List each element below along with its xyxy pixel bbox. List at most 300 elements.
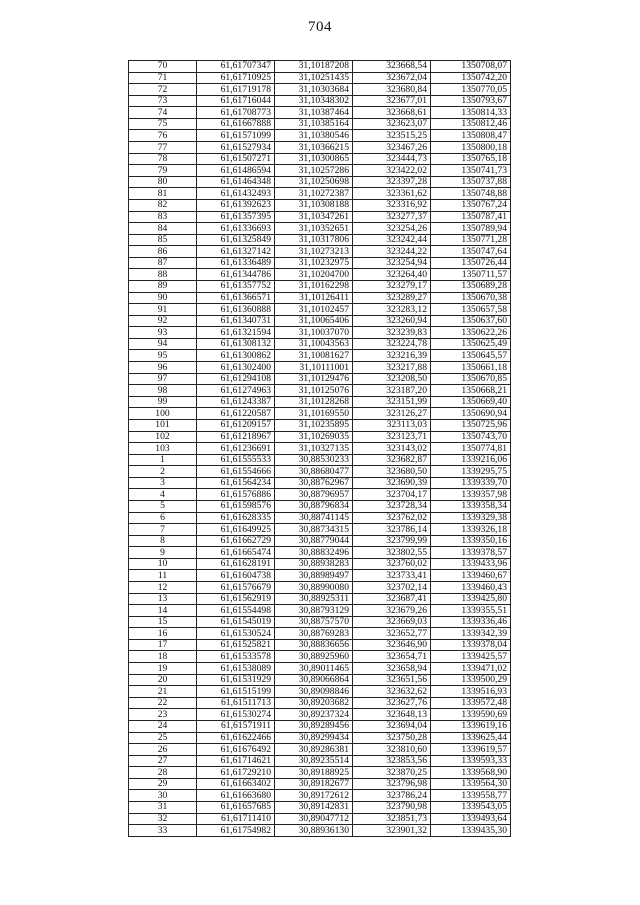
latitude-cell: 61,61649925 [197, 524, 275, 536]
table-row [129, 558, 511, 570]
x-coordinate-cell: 323316,92 [353, 199, 431, 211]
latitude-cell: 61,61530524 [197, 628, 275, 640]
x-coordinate-cell: 323126,27 [353, 408, 431, 420]
y-coordinate-cell: 1339619,57 [431, 744, 511, 756]
y-coordinate-cell: 1350800,18 [431, 142, 511, 154]
latitude-cell: 61,61392623 [197, 199, 275, 211]
longitude-cell: 31,10308188 [275, 199, 353, 211]
latitude-cell: 61,61308132 [197, 338, 275, 350]
y-coordinate-cell: 1339558,77 [431, 790, 511, 802]
longitude-cell: 30,89047712 [275, 813, 353, 825]
x-coordinate-cell: 323680,50 [353, 466, 431, 478]
longitude-cell: 30,89203682 [275, 697, 353, 709]
x-coordinate-cell: 323687,41 [353, 593, 431, 605]
latitude-cell: 61,61628335 [197, 512, 275, 524]
y-coordinate-cell: 1350670,38 [431, 292, 511, 304]
latitude-cell: 61,61294108 [197, 373, 275, 385]
x-coordinate-cell: 323762,02 [353, 512, 431, 524]
table-row [129, 732, 511, 744]
y-coordinate-cell: 1350787,41 [431, 211, 511, 223]
longitude-cell: 31,10129476 [275, 373, 353, 385]
y-coordinate-cell: 1350670,85 [431, 373, 511, 385]
x-coordinate-cell: 323668,54 [353, 61, 431, 73]
point-number-cell: 86 [129, 246, 197, 258]
x-coordinate-cell: 323728,34 [353, 500, 431, 512]
y-coordinate-cell: 1339568,90 [431, 767, 511, 779]
longitude-cell: 30,88530233 [275, 454, 353, 466]
table-row [129, 153, 511, 165]
table-row [129, 547, 511, 559]
longitude-cell: 31,10348302 [275, 95, 353, 107]
latitude-cell: 61,61711410 [197, 813, 275, 825]
table-row [129, 570, 511, 582]
longitude-cell: 31,10269035 [275, 431, 353, 443]
point-number-cell: 4 [129, 489, 197, 501]
longitude-cell: 30,88925960 [275, 651, 353, 663]
latitude-cell: 61,61243387 [197, 396, 275, 408]
point-number-cell: 23 [129, 709, 197, 721]
x-coordinate-cell: 323444,73 [353, 153, 431, 165]
x-coordinate-cell: 323277,37 [353, 211, 431, 223]
x-coordinate-cell: 323623,07 [353, 118, 431, 130]
point-number-cell: 77 [129, 142, 197, 154]
longitude-cell: 31,10169550 [275, 408, 353, 420]
latitude-cell: 61,61604738 [197, 570, 275, 582]
x-coordinate-cell: 323796,98 [353, 778, 431, 790]
latitude-cell: 61,61576886 [197, 489, 275, 501]
table-row [129, 280, 511, 292]
point-number-cell: 27 [129, 755, 197, 767]
table-row [129, 709, 511, 721]
point-number-cell: 19 [129, 663, 197, 675]
latitude-cell: 61,61432493 [197, 188, 275, 200]
latitude-cell: 61,61545019 [197, 616, 275, 628]
y-coordinate-cell: 1350645,57 [431, 350, 511, 362]
table-row [129, 142, 511, 154]
y-coordinate-cell: 1339493,64 [431, 813, 511, 825]
table-row [129, 362, 511, 374]
latitude-cell: 61,61236691 [197, 443, 275, 455]
y-coordinate-cell: 1339358,34 [431, 500, 511, 512]
page-number: 704 [308, 19, 332, 35]
point-number-cell: 14 [129, 605, 197, 617]
longitude-cell: 31,10111001 [275, 362, 353, 374]
latitude-cell: 61,61576679 [197, 582, 275, 594]
x-coordinate-cell: 323254,94 [353, 257, 431, 269]
x-coordinate-cell: 323672,04 [353, 72, 431, 84]
longitude-cell: 31,10347261 [275, 211, 353, 223]
y-coordinate-cell: 1350743,70 [431, 431, 511, 443]
latitude-cell: 61,61527934 [197, 142, 275, 154]
x-coordinate-cell: 323802,55 [353, 547, 431, 559]
longitude-cell: 31,10385164 [275, 118, 353, 130]
x-coordinate-cell: 323467,26 [353, 142, 431, 154]
table-row [129, 755, 511, 767]
x-coordinate-cell: 323515,25 [353, 130, 431, 142]
x-coordinate-cell: 323679,26 [353, 605, 431, 617]
table-row [129, 292, 511, 304]
x-coordinate-cell: 323279,17 [353, 280, 431, 292]
longitude-cell: 31,10187208 [275, 61, 353, 73]
table-row [129, 350, 511, 362]
table-row [129, 616, 511, 628]
coordinates-table [128, 60, 511, 837]
table-row [129, 697, 511, 709]
table-row [129, 674, 511, 686]
x-coordinate-cell: 323242,44 [353, 234, 431, 246]
point-number-cell: 70 [129, 61, 197, 73]
table-row [129, 199, 511, 211]
y-coordinate-cell: 1339471,02 [431, 663, 511, 675]
table-row [129, 385, 511, 397]
point-number-cell: 1 [129, 454, 197, 466]
longitude-cell: 30,89286381 [275, 744, 353, 756]
latitude-cell: 61,61707347 [197, 61, 275, 73]
table-row [129, 825, 511, 837]
longitude-cell: 31,10251435 [275, 72, 353, 84]
x-coordinate-cell: 323760,02 [353, 558, 431, 570]
table-row [129, 223, 511, 235]
point-number-cell: 13 [129, 593, 197, 605]
point-number-cell: 76 [129, 130, 197, 142]
point-number-cell: 5 [129, 500, 197, 512]
x-coordinate-cell: 323224,78 [353, 338, 431, 350]
table-row [129, 315, 511, 327]
latitude-cell: 61,61554666 [197, 466, 275, 478]
y-coordinate-cell: 1339425,57 [431, 651, 511, 663]
x-coordinate-cell: 323151,99 [353, 396, 431, 408]
latitude-cell: 61,61344786 [197, 269, 275, 281]
y-coordinate-cell: 1339326,18 [431, 524, 511, 536]
latitude-cell: 61,61525821 [197, 639, 275, 651]
latitude-cell: 61,61366571 [197, 292, 275, 304]
x-coordinate-cell: 323790,98 [353, 802, 431, 814]
latitude-cell: 61,61357395 [197, 211, 275, 223]
point-number-cell: 28 [129, 767, 197, 779]
y-coordinate-cell: 1350742,20 [431, 72, 511, 84]
latitude-cell: 61,61667888 [197, 118, 275, 130]
y-coordinate-cell: 1339590,69 [431, 709, 511, 721]
y-coordinate-cell: 1339435,30 [431, 825, 511, 837]
longitude-cell: 30,89237324 [275, 709, 353, 721]
x-coordinate-cell: 323627,76 [353, 697, 431, 709]
longitude-cell: 30,89188925 [275, 767, 353, 779]
point-number-cell: 12 [129, 582, 197, 594]
longitude-cell: 31,10303684 [275, 84, 353, 96]
latitude-cell: 61,61360888 [197, 304, 275, 316]
point-number-cell: 16 [129, 628, 197, 640]
y-coordinate-cell: 1350765,18 [431, 153, 511, 165]
point-number-cell: 95 [129, 350, 197, 362]
x-coordinate-cell: 323668,61 [353, 107, 431, 119]
latitude-cell: 61,61564234 [197, 477, 275, 489]
table-row [129, 72, 511, 84]
y-coordinate-cell: 1350725,96 [431, 419, 511, 431]
longitude-cell: 31,10102457 [275, 304, 353, 316]
y-coordinate-cell: 1350690,94 [431, 408, 511, 420]
latitude-cell: 61,61302400 [197, 362, 275, 374]
point-number-cell: 6 [129, 512, 197, 524]
longitude-cell: 31,10235895 [275, 419, 353, 431]
latitude-cell: 61,61327142 [197, 246, 275, 258]
latitude-cell: 61,61486594 [197, 165, 275, 177]
longitude-cell: 31,10043563 [275, 338, 353, 350]
table-row [129, 419, 511, 431]
x-coordinate-cell: 323851,73 [353, 813, 431, 825]
table-row [129, 500, 511, 512]
point-number-cell: 100 [129, 408, 197, 420]
x-coordinate-cell: 323702,14 [353, 582, 431, 594]
y-coordinate-cell: 1339378,04 [431, 639, 511, 651]
y-coordinate-cell: 1339342,39 [431, 628, 511, 640]
latitude-cell: 61,61209157 [197, 419, 275, 431]
y-coordinate-cell: 1339329,38 [431, 512, 511, 524]
y-coordinate-cell: 1350669,40 [431, 396, 511, 408]
y-coordinate-cell: 1339572,48 [431, 697, 511, 709]
latitude-cell: 61,61220587 [197, 408, 275, 420]
longitude-cell: 30,89098846 [275, 686, 353, 698]
y-coordinate-cell: 1339460,67 [431, 570, 511, 582]
x-coordinate-cell: 323786,14 [353, 524, 431, 536]
point-number-cell: 25 [129, 732, 197, 744]
x-coordinate-cell: 323680,84 [353, 84, 431, 96]
longitude-cell: 30,89299434 [275, 732, 353, 744]
table-row [129, 130, 511, 142]
table-row [129, 107, 511, 119]
latitude-cell: 61,61662729 [197, 535, 275, 547]
x-coordinate-cell: 323632,62 [353, 686, 431, 698]
x-coordinate-cell: 323254,26 [353, 223, 431, 235]
table-row [129, 744, 511, 756]
longitude-cell: 30,89289456 [275, 720, 353, 732]
y-coordinate-cell: 1339564,30 [431, 778, 511, 790]
latitude-cell: 61,61676492 [197, 744, 275, 756]
longitude-cell: 30,88779044 [275, 535, 353, 547]
x-coordinate-cell: 323786,24 [353, 790, 431, 802]
table-row [129, 61, 511, 73]
point-number-cell: 83 [129, 211, 197, 223]
longitude-cell: 31,10037070 [275, 327, 353, 339]
longitude-cell: 31,10126411 [275, 292, 353, 304]
x-coordinate-cell: 323123,71 [353, 431, 431, 443]
latitude-cell: 61,61555533 [197, 454, 275, 466]
table-row [129, 431, 511, 443]
y-coordinate-cell: 1350747,64 [431, 246, 511, 258]
table-row [129, 582, 511, 594]
longitude-cell: 30,88793129 [275, 605, 353, 617]
point-number-cell: 101 [129, 419, 197, 431]
y-coordinate-cell: 1339378,57 [431, 547, 511, 559]
latitude-cell: 61,61719178 [197, 84, 275, 96]
point-number-cell: 84 [129, 223, 197, 235]
y-coordinate-cell: 1350774,81 [431, 443, 511, 455]
x-coordinate-cell: 323260,94 [353, 315, 431, 327]
longitude-cell: 31,10081627 [275, 350, 353, 362]
latitude-cell: 61,61538089 [197, 663, 275, 675]
table-row [129, 95, 511, 107]
point-number-cell: 32 [129, 813, 197, 825]
table-row [129, 327, 511, 339]
point-number-cell: 96 [129, 362, 197, 374]
latitude-cell: 61,61710925 [197, 72, 275, 84]
x-coordinate-cell: 323654,71 [353, 651, 431, 663]
point-number-cell: 72 [129, 84, 197, 96]
latitude-cell: 61,61665474 [197, 547, 275, 559]
table-row [129, 489, 511, 501]
y-coordinate-cell: 1339500,29 [431, 674, 511, 686]
y-coordinate-cell: 1350741,73 [431, 165, 511, 177]
longitude-cell: 30,88757570 [275, 616, 353, 628]
x-coordinate-cell: 323733,41 [353, 570, 431, 582]
y-coordinate-cell: 1350661,18 [431, 362, 511, 374]
table-row [129, 639, 511, 651]
latitude-cell: 61,61628191 [197, 558, 275, 570]
longitude-cell: 30,88938283 [275, 558, 353, 570]
y-coordinate-cell: 1339433,96 [431, 558, 511, 570]
table-row [129, 535, 511, 547]
y-coordinate-cell: 1339295,75 [431, 466, 511, 478]
point-number-cell: 30 [129, 790, 197, 802]
table-row [129, 338, 511, 350]
table-row [129, 246, 511, 258]
point-number-cell: 90 [129, 292, 197, 304]
longitude-cell: 30,89066864 [275, 674, 353, 686]
longitude-cell: 30,88796834 [275, 500, 353, 512]
longitude-cell: 30,88741145 [275, 512, 353, 524]
point-number-cell: 31 [129, 802, 197, 814]
longitude-cell: 30,88796957 [275, 489, 353, 501]
point-number-cell: 80 [129, 176, 197, 188]
y-coordinate-cell: 1339357,98 [431, 489, 511, 501]
point-number-cell: 93 [129, 327, 197, 339]
table-row [129, 593, 511, 605]
longitude-cell: 31,10380546 [275, 130, 353, 142]
point-number-cell: 22 [129, 697, 197, 709]
point-number-cell: 87 [129, 257, 197, 269]
point-number-cell: 29 [129, 778, 197, 790]
y-coordinate-cell: 1350708,07 [431, 61, 511, 73]
table-row [129, 84, 511, 96]
point-number-cell: 20 [129, 674, 197, 686]
y-coordinate-cell: 1350657,58 [431, 304, 511, 316]
table-row [129, 663, 511, 675]
table-row [129, 524, 511, 536]
y-coordinate-cell: 1339593,33 [431, 755, 511, 767]
longitude-cell: 30,88989497 [275, 570, 353, 582]
x-coordinate-cell: 323651,56 [353, 674, 431, 686]
latitude-cell: 61,61531929 [197, 674, 275, 686]
coordinates-table-body [129, 61, 511, 837]
table-row [129, 813, 511, 825]
longitude-cell: 31,10257286 [275, 165, 353, 177]
longitude-cell: 31,10128268 [275, 396, 353, 408]
x-coordinate-cell: 323113,03 [353, 419, 431, 431]
point-number-cell: 75 [129, 118, 197, 130]
table-row [129, 778, 511, 790]
y-coordinate-cell: 1350748,88 [431, 188, 511, 200]
point-number-cell: 79 [129, 165, 197, 177]
point-number-cell: 99 [129, 396, 197, 408]
longitude-cell: 30,88832496 [275, 547, 353, 559]
point-number-cell: 24 [129, 720, 197, 732]
point-number-cell: 94 [129, 338, 197, 350]
latitude-cell: 61,61663680 [197, 790, 275, 802]
table-row [129, 686, 511, 698]
x-coordinate-cell: 323239,83 [353, 327, 431, 339]
x-coordinate-cell: 323646,90 [353, 639, 431, 651]
table-row [129, 720, 511, 732]
point-number-cell: 73 [129, 95, 197, 107]
y-coordinate-cell: 1350726,44 [431, 257, 511, 269]
point-number-cell: 21 [129, 686, 197, 698]
x-coordinate-cell: 323901,32 [353, 825, 431, 837]
table-row [129, 304, 511, 316]
longitude-cell: 30,88925311 [275, 593, 353, 605]
y-coordinate-cell: 1339425,80 [431, 593, 511, 605]
x-coordinate-cell: 323658,94 [353, 663, 431, 675]
x-coordinate-cell: 323244,22 [353, 246, 431, 258]
y-coordinate-cell: 1350793,67 [431, 95, 511, 107]
x-coordinate-cell: 323289,27 [353, 292, 431, 304]
table-row [129, 234, 511, 246]
longitude-cell: 31,10232975 [275, 257, 353, 269]
y-coordinate-cell: 1350737,88 [431, 176, 511, 188]
latitude-cell: 61,61464348 [197, 176, 275, 188]
point-number-cell: 3 [129, 477, 197, 489]
point-number-cell: 102 [129, 431, 197, 443]
latitude-cell: 61,61571911 [197, 720, 275, 732]
table-row [129, 176, 511, 188]
x-coordinate-cell: 323682,87 [353, 454, 431, 466]
point-number-cell: 92 [129, 315, 197, 327]
point-number-cell: 11 [129, 570, 197, 582]
point-number-cell: 15 [129, 616, 197, 628]
table-row [129, 211, 511, 223]
point-number-cell: 10 [129, 558, 197, 570]
table-row [129, 651, 511, 663]
x-coordinate-cell: 323283,12 [353, 304, 431, 316]
longitude-cell: 31,10272387 [275, 188, 353, 200]
table-row [129, 408, 511, 420]
longitude-cell: 31,10204700 [275, 269, 353, 281]
y-coordinate-cell: 1350767,24 [431, 199, 511, 211]
point-number-cell: 74 [129, 107, 197, 119]
latitude-cell: 61,61663402 [197, 778, 275, 790]
x-coordinate-cell: 323217,88 [353, 362, 431, 374]
table-row [129, 477, 511, 489]
x-coordinate-cell: 323677,01 [353, 95, 431, 107]
y-coordinate-cell: 1350814,33 [431, 107, 511, 119]
x-coordinate-cell: 323648,13 [353, 709, 431, 721]
longitude-cell: 31,10352651 [275, 223, 353, 235]
x-coordinate-cell: 323750,28 [353, 732, 431, 744]
point-number-cell: 81 [129, 188, 197, 200]
point-number-cell: 7 [129, 524, 197, 536]
longitude-cell: 30,88836656 [275, 639, 353, 651]
point-number-cell: 103 [129, 443, 197, 455]
table-row [129, 512, 511, 524]
point-number-cell: 9 [129, 547, 197, 559]
y-coordinate-cell: 1339625,44 [431, 732, 511, 744]
latitude-cell: 61,61714621 [197, 755, 275, 767]
latitude-cell: 61,61515199 [197, 686, 275, 698]
longitude-cell: 30,88990080 [275, 582, 353, 594]
point-number-cell: 8 [129, 535, 197, 547]
table-row [129, 188, 511, 200]
x-coordinate-cell: 323810,60 [353, 744, 431, 756]
x-coordinate-cell: 323652,77 [353, 628, 431, 640]
point-number-cell: 97 [129, 373, 197, 385]
